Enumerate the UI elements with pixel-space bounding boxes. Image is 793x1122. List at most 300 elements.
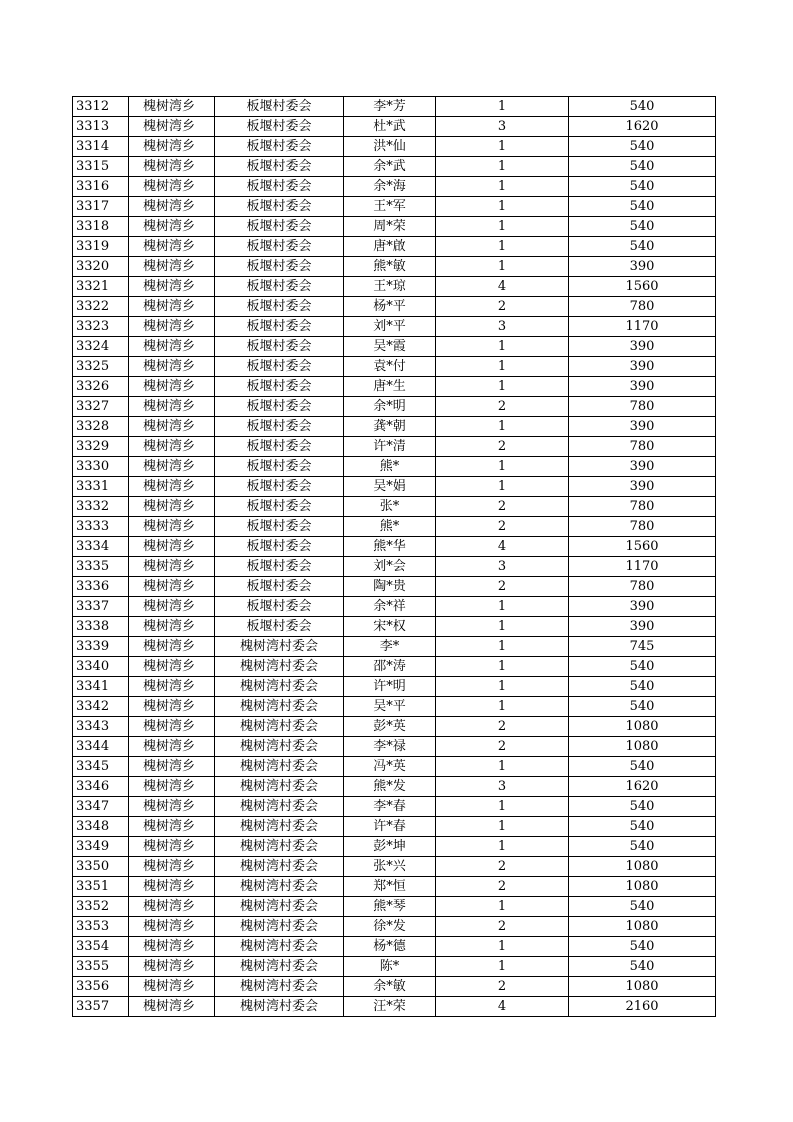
table-row — [73, 877, 716, 897]
name-cell: 彭*英 — [344, 717, 436, 737]
count-cell: 4 — [436, 997, 569, 1017]
village-committee-cell: 板堰村委会 — [215, 197, 344, 217]
serial-number-cell: 3315 — [73, 157, 129, 177]
village-committee-cell: 槐树湾村委会 — [215, 877, 344, 897]
township-cell: 槐树湾乡 — [129, 597, 215, 617]
table-row — [73, 517, 716, 537]
serial-number-cell: 3337 — [73, 597, 129, 617]
count-cell: 1 — [436, 217, 569, 237]
township-cell: 槐树湾乡 — [129, 677, 215, 697]
name-cell: 龚*朝 — [344, 417, 436, 437]
name-cell: 徐*发 — [344, 917, 436, 937]
name-cell: 熊*发 — [344, 777, 436, 797]
table-row — [73, 197, 716, 217]
amount-cell: 1560 — [569, 537, 716, 557]
township-cell: 槐树湾乡 — [129, 357, 215, 377]
amount-cell: 540 — [569, 237, 716, 257]
amount-cell: 540 — [569, 837, 716, 857]
amount-cell: 390 — [569, 357, 716, 377]
township-cell: 槐树湾乡 — [129, 317, 215, 337]
table-body — [73, 97, 716, 1017]
township-cell: 槐树湾乡 — [129, 777, 215, 797]
count-cell: 1 — [436, 197, 569, 217]
serial-number-cell: 3327 — [73, 397, 129, 417]
township-cell: 槐树湾乡 — [129, 877, 215, 897]
name-cell: 郑*恒 — [344, 877, 436, 897]
serial-number-cell: 3340 — [73, 657, 129, 677]
data-table — [72, 96, 716, 1017]
table-row — [73, 377, 716, 397]
village-committee-cell: 板堰村委会 — [215, 537, 344, 557]
serial-number-cell: 3317 — [73, 197, 129, 217]
village-committee-cell: 板堰村委会 — [215, 477, 344, 497]
township-cell: 槐树湾乡 — [129, 617, 215, 637]
name-cell: 李*春 — [344, 797, 436, 817]
count-cell: 1 — [436, 677, 569, 697]
amount-cell: 540 — [569, 217, 716, 237]
count-cell: 1 — [436, 237, 569, 257]
township-cell: 槐树湾乡 — [129, 497, 215, 517]
amount-cell: 1080 — [569, 737, 716, 757]
serial-number-cell: 3314 — [73, 137, 129, 157]
serial-number-cell: 3349 — [73, 837, 129, 857]
amount-cell: 390 — [569, 597, 716, 617]
amount-cell: 1560 — [569, 277, 716, 297]
amount-cell: 540 — [569, 957, 716, 977]
name-cell: 熊*琴 — [344, 897, 436, 917]
name-cell: 李* — [344, 637, 436, 657]
table-row — [73, 817, 716, 837]
table-row — [73, 997, 716, 1017]
serial-number-cell: 3313 — [73, 117, 129, 137]
village-committee-cell: 槐树湾村委会 — [215, 837, 344, 857]
village-committee-cell: 板堰村委会 — [215, 337, 344, 357]
name-cell: 余*明 — [344, 397, 436, 417]
name-cell: 冯*英 — [344, 757, 436, 777]
amount-cell: 390 — [569, 477, 716, 497]
serial-number-cell: 3332 — [73, 497, 129, 517]
serial-number-cell: 3334 — [73, 537, 129, 557]
table-row — [73, 137, 716, 157]
count-cell: 1 — [436, 657, 569, 677]
name-cell: 熊* — [344, 517, 436, 537]
village-committee-cell: 板堰村委会 — [215, 557, 344, 577]
amount-cell: 1080 — [569, 977, 716, 997]
serial-number-cell: 3323 — [73, 317, 129, 337]
serial-number-cell: 3348 — [73, 817, 129, 837]
serial-number-cell: 3316 — [73, 177, 129, 197]
name-cell: 熊* — [344, 457, 436, 477]
serial-number-cell: 3331 — [73, 477, 129, 497]
count-cell: 3 — [436, 317, 569, 337]
count-cell: 1 — [436, 837, 569, 857]
village-committee-cell: 板堰村委会 — [215, 117, 344, 137]
township-cell: 槐树湾乡 — [129, 457, 215, 477]
count-cell: 2 — [436, 437, 569, 457]
township-cell: 槐树湾乡 — [129, 637, 215, 657]
count-cell: 1 — [436, 697, 569, 717]
name-cell: 唐*啟 — [344, 237, 436, 257]
village-committee-cell: 槐树湾村委会 — [215, 897, 344, 917]
table-row — [73, 897, 716, 917]
count-cell: 1 — [436, 157, 569, 177]
table-row — [73, 397, 716, 417]
amount-cell: 2160 — [569, 997, 716, 1017]
serial-number-cell: 3329 — [73, 437, 129, 457]
amount-cell: 390 — [569, 337, 716, 357]
table-row — [73, 257, 716, 277]
serial-number-cell: 3312 — [73, 97, 129, 117]
count-cell: 2 — [436, 497, 569, 517]
serial-number-cell: 3318 — [73, 217, 129, 237]
amount-cell: 390 — [569, 417, 716, 437]
amount-cell: 780 — [569, 397, 716, 417]
count-cell: 1 — [436, 337, 569, 357]
serial-number-cell: 3322 — [73, 297, 129, 317]
township-cell: 槐树湾乡 — [129, 117, 215, 137]
serial-number-cell: 3351 — [73, 877, 129, 897]
name-cell: 洪*仙 — [344, 137, 436, 157]
township-cell: 槐树湾乡 — [129, 377, 215, 397]
name-cell: 杨*德 — [344, 937, 436, 957]
name-cell: 许*明 — [344, 677, 436, 697]
count-cell: 1 — [436, 457, 569, 477]
count-cell: 1 — [436, 757, 569, 777]
village-committee-cell: 槐树湾村委会 — [215, 657, 344, 677]
name-cell: 余*武 — [344, 157, 436, 177]
table-row — [73, 857, 716, 877]
township-cell: 槐树湾乡 — [129, 237, 215, 257]
amount-cell: 540 — [569, 137, 716, 157]
name-cell: 周*荣 — [344, 217, 436, 237]
count-cell: 1 — [436, 897, 569, 917]
count-cell: 2 — [436, 517, 569, 537]
count-cell: 1 — [436, 617, 569, 637]
village-committee-cell: 槐树湾村委会 — [215, 977, 344, 997]
table-row — [73, 97, 716, 117]
township-cell: 槐树湾乡 — [129, 997, 215, 1017]
table-row — [73, 317, 716, 337]
village-committee-cell: 板堰村委会 — [215, 617, 344, 637]
name-cell: 吴*霞 — [344, 337, 436, 357]
village-committee-cell: 槐树湾村委会 — [215, 677, 344, 697]
amount-cell: 540 — [569, 157, 716, 177]
serial-number-cell: 3330 — [73, 457, 129, 477]
township-cell: 槐树湾乡 — [129, 937, 215, 957]
serial-number-cell: 3333 — [73, 517, 129, 537]
name-cell: 汪*荣 — [344, 997, 436, 1017]
village-committee-cell: 槐树湾村委会 — [215, 737, 344, 757]
amount-cell: 1080 — [569, 857, 716, 877]
table-row — [73, 497, 716, 517]
village-committee-cell: 板堰村委会 — [215, 237, 344, 257]
township-cell: 槐树湾乡 — [129, 717, 215, 737]
table-row — [73, 577, 716, 597]
amount-cell: 540 — [569, 817, 716, 837]
count-cell: 1 — [436, 637, 569, 657]
serial-number-cell: 3321 — [73, 277, 129, 297]
amount-cell: 390 — [569, 377, 716, 397]
amount-cell: 540 — [569, 937, 716, 957]
village-committee-cell: 板堰村委会 — [215, 217, 344, 237]
count-cell: 1 — [436, 937, 569, 957]
name-cell: 余*敏 — [344, 977, 436, 997]
serial-number-cell: 3353 — [73, 917, 129, 937]
township-cell: 槐树湾乡 — [129, 817, 215, 837]
village-committee-cell: 板堰村委会 — [215, 577, 344, 597]
township-cell: 槐树湾乡 — [129, 197, 215, 217]
amount-cell: 780 — [569, 297, 716, 317]
village-committee-cell: 槐树湾村委会 — [215, 717, 344, 737]
table-row — [73, 937, 716, 957]
township-cell: 槐树湾乡 — [129, 397, 215, 417]
amount-cell: 1620 — [569, 117, 716, 137]
table-row — [73, 957, 716, 977]
count-cell: 2 — [436, 397, 569, 417]
name-cell: 张*兴 — [344, 857, 436, 877]
township-cell: 槐树湾乡 — [129, 657, 215, 677]
name-cell: 杨*平 — [344, 297, 436, 317]
serial-number-cell: 3355 — [73, 957, 129, 977]
amount-cell: 390 — [569, 457, 716, 477]
count-cell: 1 — [436, 377, 569, 397]
table-row — [73, 977, 716, 997]
village-committee-cell: 板堰村委会 — [215, 177, 344, 197]
table-row — [73, 337, 716, 357]
township-cell: 槐树湾乡 — [129, 977, 215, 997]
township-cell: 槐树湾乡 — [129, 537, 215, 557]
table-row — [73, 297, 716, 317]
township-cell: 槐树湾乡 — [129, 837, 215, 857]
township-cell: 槐树湾乡 — [129, 137, 215, 157]
count-cell: 1 — [436, 177, 569, 197]
township-cell: 槐树湾乡 — [129, 277, 215, 297]
village-committee-cell: 板堰村委会 — [215, 317, 344, 337]
count-cell: 1 — [436, 957, 569, 977]
village-committee-cell: 板堰村委会 — [215, 497, 344, 517]
count-cell: 2 — [436, 737, 569, 757]
village-committee-cell: 槐树湾村委会 — [215, 797, 344, 817]
count-cell: 2 — [436, 877, 569, 897]
township-cell: 槐树湾乡 — [129, 897, 215, 917]
township-cell: 槐树湾乡 — [129, 177, 215, 197]
village-committee-cell: 板堰村委会 — [215, 437, 344, 457]
name-cell: 许*清 — [344, 437, 436, 457]
count-cell: 1 — [436, 817, 569, 837]
township-cell: 槐树湾乡 — [129, 257, 215, 277]
township-cell: 槐树湾乡 — [129, 737, 215, 757]
name-cell: 张* — [344, 497, 436, 517]
amount-cell: 540 — [569, 177, 716, 197]
township-cell: 槐树湾乡 — [129, 477, 215, 497]
name-cell: 李*芳 — [344, 97, 436, 117]
serial-number-cell: 3354 — [73, 937, 129, 957]
village-committee-cell: 板堰村委会 — [215, 377, 344, 397]
count-cell: 2 — [436, 857, 569, 877]
village-committee-cell: 槐树湾村委会 — [215, 917, 344, 937]
count-cell: 2 — [436, 297, 569, 317]
amount-cell: 540 — [569, 197, 716, 217]
name-cell: 王*琼 — [344, 277, 436, 297]
amount-cell: 1080 — [569, 877, 716, 897]
name-cell: 熊*敏 — [344, 257, 436, 277]
township-cell: 槐树湾乡 — [129, 577, 215, 597]
serial-number-cell: 3319 — [73, 237, 129, 257]
name-cell: 吴*娟 — [344, 477, 436, 497]
count-cell: 1 — [436, 137, 569, 157]
name-cell: 熊*华 — [344, 537, 436, 557]
name-cell: 许*春 — [344, 817, 436, 837]
count-cell: 1 — [436, 797, 569, 817]
village-committee-cell: 板堰村委会 — [215, 297, 344, 317]
table-row — [73, 477, 716, 497]
table-row — [73, 757, 716, 777]
amount-cell: 540 — [569, 797, 716, 817]
name-cell: 陶*贵 — [344, 577, 436, 597]
table-row — [73, 677, 716, 697]
township-cell: 槐树湾乡 — [129, 417, 215, 437]
table-row — [73, 597, 716, 617]
serial-number-cell: 3336 — [73, 577, 129, 597]
table-row — [73, 417, 716, 437]
name-cell: 余*海 — [344, 177, 436, 197]
amount-cell: 390 — [569, 617, 716, 637]
township-cell: 槐树湾乡 — [129, 157, 215, 177]
table-row — [73, 657, 716, 677]
count-cell: 4 — [436, 537, 569, 557]
township-cell: 槐树湾乡 — [129, 917, 215, 937]
table-row — [73, 797, 716, 817]
count-cell: 1 — [436, 477, 569, 497]
village-committee-cell: 槐树湾村委会 — [215, 697, 344, 717]
serial-number-cell: 3347 — [73, 797, 129, 817]
amount-cell: 540 — [569, 757, 716, 777]
township-cell: 槐树湾乡 — [129, 957, 215, 977]
village-committee-cell: 板堰村委会 — [215, 517, 344, 537]
township-cell: 槐树湾乡 — [129, 337, 215, 357]
table-row — [73, 697, 716, 717]
village-committee-cell: 板堰村委会 — [215, 397, 344, 417]
serial-number-cell: 3341 — [73, 677, 129, 697]
village-committee-cell: 槐树湾村委会 — [215, 817, 344, 837]
amount-cell: 745 — [569, 637, 716, 657]
village-committee-cell: 板堰村委会 — [215, 457, 344, 477]
name-cell: 吴*平 — [344, 697, 436, 717]
serial-number-cell: 3338 — [73, 617, 129, 637]
village-committee-cell: 槐树湾村委会 — [215, 937, 344, 957]
village-committee-cell: 槐树湾村委会 — [215, 857, 344, 877]
name-cell: 陈* — [344, 957, 436, 977]
village-committee-cell: 槐树湾村委会 — [215, 997, 344, 1017]
serial-number-cell: 3344 — [73, 737, 129, 757]
township-cell: 槐树湾乡 — [129, 517, 215, 537]
serial-number-cell: 3357 — [73, 997, 129, 1017]
count-cell: 3 — [436, 777, 569, 797]
amount-cell: 1620 — [569, 777, 716, 797]
table-row — [73, 617, 716, 637]
table-row — [73, 717, 716, 737]
count-cell: 1 — [436, 417, 569, 437]
serial-number-cell: 3320 — [73, 257, 129, 277]
count-cell: 2 — [436, 717, 569, 737]
township-cell: 槐树湾乡 — [129, 697, 215, 717]
table-row — [73, 177, 716, 197]
name-cell: 王*军 — [344, 197, 436, 217]
count-cell: 1 — [436, 257, 569, 277]
village-committee-cell: 槐树湾村委会 — [215, 777, 344, 797]
amount-cell: 540 — [569, 97, 716, 117]
amount-cell: 390 — [569, 257, 716, 277]
amount-cell: 540 — [569, 677, 716, 697]
table-row — [73, 117, 716, 137]
serial-number-cell: 3356 — [73, 977, 129, 997]
table-row — [73, 557, 716, 577]
amount-cell: 1080 — [569, 917, 716, 937]
township-cell: 槐树湾乡 — [129, 297, 215, 317]
name-cell: 杜*武 — [344, 117, 436, 137]
table-row — [73, 637, 716, 657]
township-cell: 槐树湾乡 — [129, 97, 215, 117]
amount-cell: 540 — [569, 657, 716, 677]
serial-number-cell: 3325 — [73, 357, 129, 377]
township-cell: 槐树湾乡 — [129, 437, 215, 457]
count-cell: 3 — [436, 557, 569, 577]
serial-number-cell: 3345 — [73, 757, 129, 777]
village-committee-cell: 板堰村委会 — [215, 357, 344, 377]
village-committee-cell: 槐树湾村委会 — [215, 757, 344, 777]
name-cell: 宋*权 — [344, 617, 436, 637]
amount-cell: 780 — [569, 437, 716, 457]
amount-cell: 780 — [569, 577, 716, 597]
serial-number-cell: 3328 — [73, 417, 129, 437]
village-committee-cell: 板堰村委会 — [215, 97, 344, 117]
amount-cell: 780 — [569, 497, 716, 517]
village-committee-cell: 板堰村委会 — [215, 417, 344, 437]
village-committee-cell: 板堰村委会 — [215, 277, 344, 297]
village-committee-cell: 板堰村委会 — [215, 597, 344, 617]
table-row — [73, 457, 716, 477]
table-row — [73, 217, 716, 237]
table-row — [73, 537, 716, 557]
village-committee-cell: 板堰村委会 — [215, 257, 344, 277]
count-cell: 3 — [436, 117, 569, 137]
table-row — [73, 357, 716, 377]
township-cell: 槐树湾乡 — [129, 797, 215, 817]
name-cell: 唐*生 — [344, 377, 436, 397]
count-cell: 4 — [436, 277, 569, 297]
table-row — [73, 737, 716, 757]
village-committee-cell: 槐树湾村委会 — [215, 957, 344, 977]
township-cell: 槐树湾乡 — [129, 757, 215, 777]
table-row — [73, 277, 716, 297]
serial-number-cell: 3326 — [73, 377, 129, 397]
count-cell: 2 — [436, 917, 569, 937]
amount-cell: 1170 — [569, 557, 716, 577]
serial-number-cell: 3346 — [73, 777, 129, 797]
township-cell: 槐树湾乡 — [129, 217, 215, 237]
serial-number-cell: 3335 — [73, 557, 129, 577]
name-cell: 刘*会 — [344, 557, 436, 577]
table-row — [73, 237, 716, 257]
count-cell: 1 — [436, 97, 569, 117]
amount-cell: 540 — [569, 697, 716, 717]
township-cell: 槐树湾乡 — [129, 557, 215, 577]
count-cell: 2 — [436, 977, 569, 997]
village-committee-cell: 板堰村委会 — [215, 137, 344, 157]
township-cell: 槐树湾乡 — [129, 857, 215, 877]
serial-number-cell: 3339 — [73, 637, 129, 657]
village-committee-cell: 板堰村委会 — [215, 157, 344, 177]
